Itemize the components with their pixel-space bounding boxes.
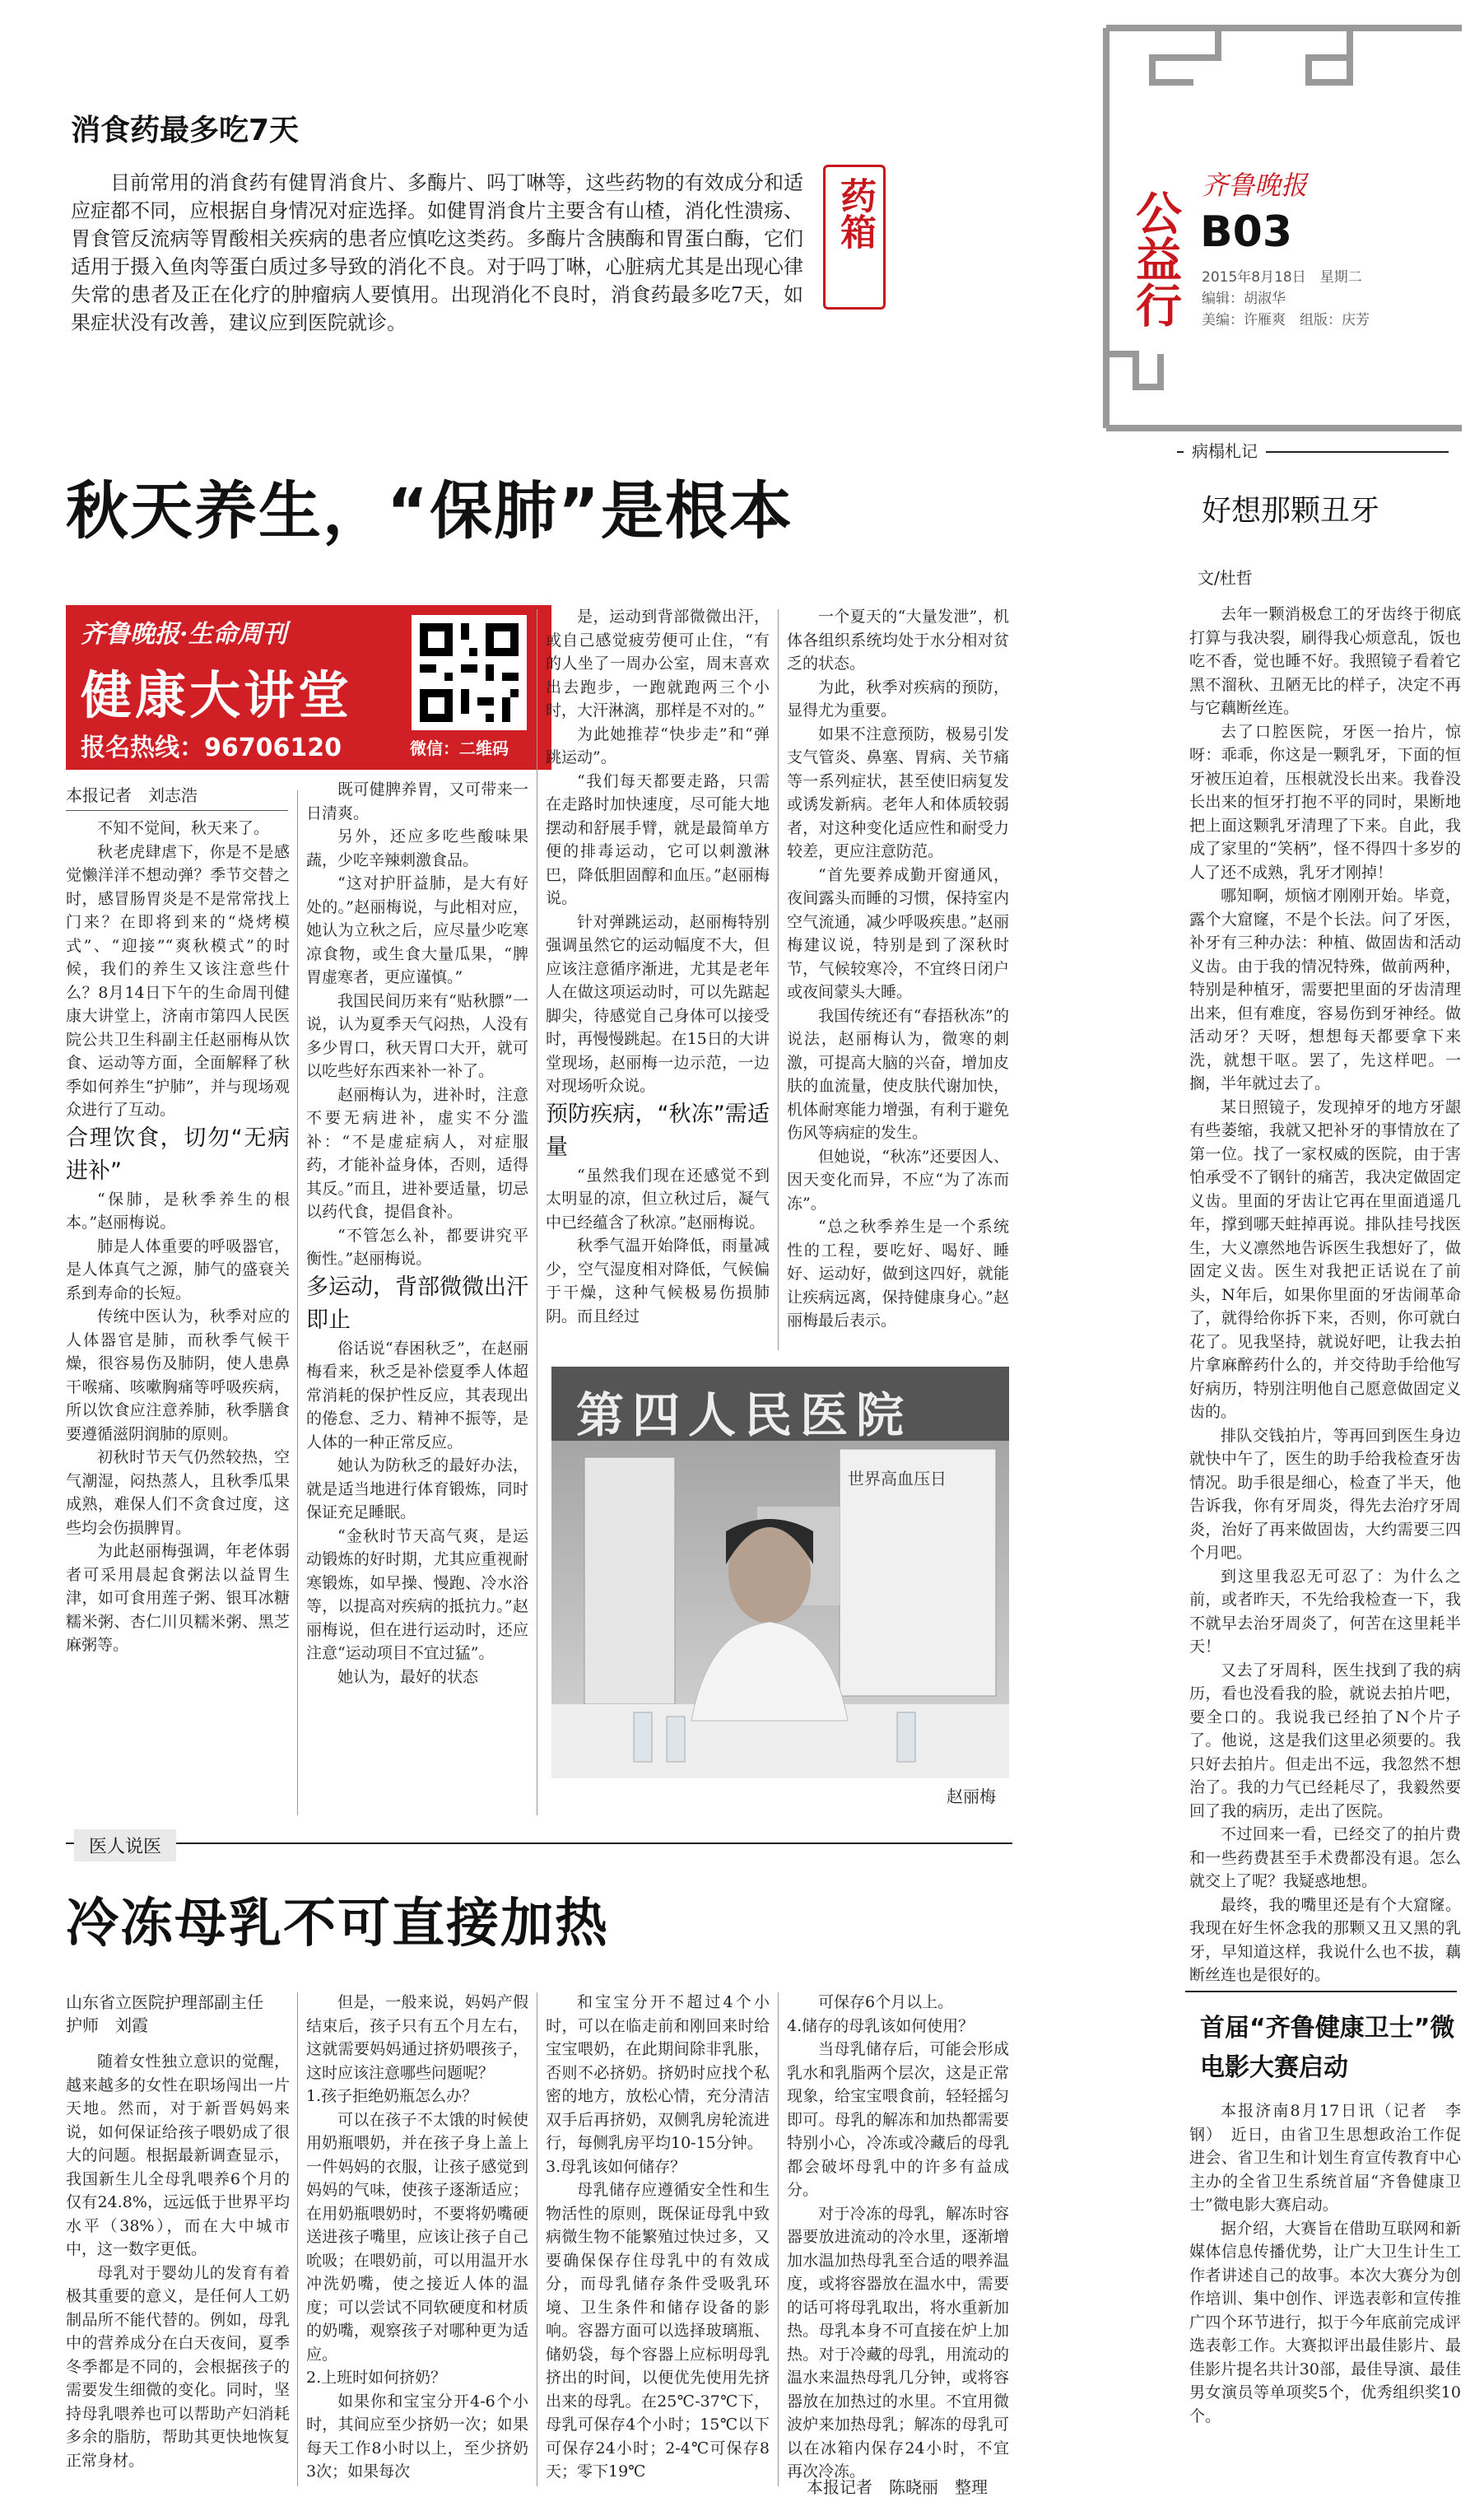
- paragraph: 但是，一般来说，妈妈产假结束后，孩子只有五个月左右，这就需要妈妈通过挤奶喂孩子，这时应该注意哪些问题呢？: [306, 1993, 528, 2082]
- paragraph: 她认为，最好的状态: [337, 1667, 479, 1686]
- bottom-article-col-1: [66, 2050, 290, 2495]
- banner-brand: 齐鲁晚报·生命周刊: [81, 620, 287, 649]
- paragraph: “这对护肝益肺，是大有好处的。”赵丽梅说，与此相对应，她认为立秋之后，应尽量少吃寒凉食物，或生食大量瓜果，“脾胃虚寒者，更应谨慎。”: [306, 874, 528, 986]
- question: 2.上班时如何挤奶？: [306, 2369, 447, 2387]
- paragraph: 去了口腔医院，牙医一抬片，惊呀：乖乖，你这是一颗乳牙，下面的恒牙被压迫着，压根就没长出来。我眷没长出来的恒牙打抱不平的同时，果断地把上面这颗乳牙清理了下来。自此，我成了家里的“笑柄”，怪不得四十多岁的人了还不成熟，乳牙才刚掉！: [1189, 722, 1461, 882]
- photo-caption: 赵丽梅: [947, 1787, 996, 1806]
- paragraph: 和宝宝分开不超过4个小时，可以在临走前和刚回来时给宝宝喂奶，在此期间除非乳胀，否则不必挤奶。挤奶时应找个私密的地方，放松心情，充分清洁双手后再挤奶，双侧乳房轮流进行，每侧乳房平均10-15分钟。: [546, 1993, 770, 2152]
- bottom-article-col-3: [546, 1991, 770, 2495]
- main-article-col-4: [787, 605, 1009, 1350]
- sidebar-essay: [1189, 603, 1461, 1984]
- author-name: 护师 刘霞: [66, 2015, 148, 2035]
- bottom-article-author: [66, 1991, 296, 2037]
- sidebar-news-rule: [1185, 1991, 1457, 1992]
- paragraph: 为此，秋季对疾病的预防，显得尤为重要。: [787, 678, 1009, 720]
- bottom-article-col-4: [787, 1991, 1009, 2481]
- paragraph: 针对弹跳运动，赵丽梅特别强调虽然它的运动幅度不大，但应该注意循序渐进，尤其是老年人在做这项运动时，可以先踮起脚尖，待感觉自己身体可以接受时，再慢慢跳起。在15日的大讲堂现场，赵丽梅一边示范，一边对现场听众说。: [546, 912, 770, 1095]
- paragraph: 去年一颗消极怠工的牙齿终于彻底打算与我决裂，刷得我心烦意乱，饭也吃不香，觉也睡不好。我照镜子看着它黑不溜秋、丑陋无比的样子，决定不再与它藕断丝连。: [1189, 605, 1461, 717]
- paragraph: 为此赵丽梅强调，年老体弱者可采用晨起食粥法以益胃生津，如可食用莲子粥、银耳冰糖糯米粥、杏仁川贝糯米粥、黑芝麻粥等。: [66, 1542, 290, 1654]
- paragraph: 当母乳储存后，可能会形成乳水和乳脂两个层次，这是正常现象，给宝宝喂食前，轻轻摇匀即可。母乳的解冻和加热都需要特别小心，冷冻或冷藏后的母乳都会破坏母乳中的许多有益成分。: [787, 2040, 1009, 2199]
- paragraph: 俗话说“春困秋乏”，在赵丽梅看来，秋乏是补偿夏季人体超常消耗的保护性反应，其表现出的倦怠、乏力、精神不振等，是人体的一种正常反应。: [306, 1339, 528, 1451]
- sidebar-title: 好想那颗丑牙: [1202, 494, 1380, 528]
- photo-hospital-sign: 第四人民医院: [576, 1387, 913, 1443]
- bottom-article-title: 冷冻母乳不可直接加热: [66, 1894, 609, 1954]
- paragraph: 如果你和宝宝分开4-6个小时，其间应至少挤奶一次；如果每天工作8小时以上，至少挤奶3次；如果每次: [306, 2392, 528, 2481]
- paragraph: 肺是人体重要的呼吸器官，是人体真气之源，肺气的盛衰关系到寿命的长短。: [66, 1237, 290, 1302]
- paragraph: 初秋时节天气仍然较热，空气潮湿，闷热蒸人，且秋季瓜果成熟，难保人们不贪食过度，这些均会伤损脾胃。: [66, 1448, 290, 1537]
- paragraph: 可保存6个月以上。: [818, 1993, 954, 2011]
- author-affiliation: 山东省立医院护理部副主任: [66, 1992, 263, 2012]
- paragraph: 赵丽梅认为，进补时，注意不要无病进补，虚实不分滥补：“不是虚症病人，对症服药，才能补益身体，否则，适得其反。”而且，进补要适量，切忌以药代食，提倡食补。: [306, 1085, 528, 1221]
- question: 1.孩子拒绝奶瓶怎么办？: [306, 2087, 478, 2105]
- subheading: 多运动，背部微微出汗即止: [306, 1274, 528, 1333]
- qr-code-icon: [412, 615, 527, 730]
- question: 4.储存的母乳该如何使用？: [787, 2016, 975, 2035]
- paragraph: 为此她推荐“快步走”和“弹跳运动”。: [546, 724, 770, 766]
- sidebar-news-body: [1189, 2099, 1461, 2478]
- paragraph: 某日照镜子，发现掉牙的地方牙龈有些萎缩，我就又把补牙的事情放在了第一位。找了一家权威的医院，由于害怕承受不了钢针的痛苦，我决定做固定义齿。里面的牙齿让它再在里面逍遥几年，撑到哪天蛀掉再说。排队挂号找医生，大义凛然地告诉医生我想好了，做固定义齿。医生对我把正话说在了前头，N年后，如果你里面的牙齿闹革命了，就得给你拆下来，否则，你可就白花了。见我坚持，就说好吧，让我去拍片拿麻醉药什么的，并交待助手给他写好病历，特别注明他自己愿意做固定义齿的。: [1189, 1097, 1461, 1421]
- paragraph: 哪知啊，烦恼才刚刚开始。毕竟，露个大窟窿，不是个长法。问了牙医，补牙有三种办法：种植、做固齿和活动义齿。由于我的情况特殊，做前两种，特别是种植牙，需要把里面的牙齿清理出来，但有难度，容易伤到牙神经。做活动牙？天呀，想想每天都要拿下来洗，就想干呕。罢了，先这样吧。一搁，半年就过去了。: [1189, 887, 1461, 1092]
- paragraph: “金秋时节天高气爽，是运动锻炼的好时期，尤其应重视耐寒锻炼，如早操、慢跑、冷水浴等，以提高对疾病的抵抗力。”赵丽梅说，但在进行运动时，还应注意“运动项目不宜过猛”。: [306, 1526, 528, 1662]
- issue-date: 2015年8月18日 星期二: [1202, 269, 1362, 286]
- paragraph: 秋季气温开始降低，雨量减少，空气湿度相对降低，气候偏于干燥，这种气候极易伤损肺阴。而且经过: [546, 1237, 770, 1325]
- subheading: 合理饮食，切勿“无病进补”: [66, 1125, 290, 1184]
- question: 3.母乳该如何储存？: [546, 2157, 686, 2176]
- paragraph: 我国民间历来有“贴秋膘”一说，认为夏季天气闷热，人没有多少胃口，秋天胃口大开，就可以吃些好东西来补一补了。: [306, 991, 528, 1080]
- bottom-article-credit: 本报记者 陈晓丽 整理: [807, 2477, 988, 2497]
- paragraph: 到这里我忍无可忍了：为什么之前，或者昨天，不先给我检查一下，我不就早去治牙周炎了，何苦在这里耗半天！: [1189, 1567, 1461, 1656]
- bottom-article-col-2: [306, 1991, 528, 2495]
- health-lecture-banner: [66, 605, 551, 770]
- main-article-byline: 本报记者 刘志浩: [66, 785, 198, 805]
- paragraph: 对于冷冻的母乳，解冻时容器要放进流动的冷水里，逐渐增加水温加热母乳至合适的喂养温度，或将容器放在温水中，需要的话可将母乳取出，将水重新加热。母乳本身不可直接在炉上加热。对于冷藏的母乳，用流动的温水来温热母乳几分钟，或将容器放在加热过的水里。不宜用微波炉来加热母乳；解冻的母乳可以在冰箱内保存24小时，不宜再次冷冻。: [787, 2204, 1009, 2481]
- paragraph: 母乳储存应遵循安全性和生物活性的原则，既保证母乳中致病微生物不能繁殖过快过多，又要确保保存住母乳中的有效成分，而母乳储存条件受吸乳环境、卫生条件和储存设备的影响。容器方面可以选择玻璃瓶、储奶袋，每个容器上应标明母乳挤出的时间，以便优先使用先挤出来的母乳。在25℃-37℃下，母乳可保存4个小时；15℃以下可保存24小时；2-4℃可保存8天；零下19℃: [546, 2181, 770, 2481]
- paragraph: “不管怎么补，都要讲究平衡性。”赵丽梅说。: [306, 1226, 528, 1268]
- paragraph: 传统中医认为，秋季对应的人体器官是肺，而秋季气候干燥，很容易伤及肺阴，使人患鼻干喉痛、咳嗽胸痛等呼吸疾病，所以饮食应注意养肺，秋季膳食要遵循滋阴润肺的原则。: [66, 1307, 290, 1443]
- paragraph: “我们每天都要走路，只需在走路时加快速度，尽可能大地摆动和舒展手臂，就是最简单方便的排毒运动，它可以刺激淋巴，降低胆固醇和血压。”赵丽梅说。: [546, 771, 770, 907]
- paragraph: 又去了牙周科，医生找到了我的病历，看也没看我的脸，就说去拍片吧，要全口的。我说我已经拍了N个片子了。他说，这是我们这里必须要的。我只好去拍片。但走出不远，我忽然不想治了。我的力气已经耗尽了，我毅然要回了我的病历，走出了医院。: [1189, 1661, 1461, 1820]
- paragraph: 母乳对于婴幼儿的发育有着极其重要的意义，是任何人工奶制品所不能代替的。例如，母乳中的营养成分在白天夜间，夏季冬季都是不同的，会根据孩子的需要发生细微的变化。同时，坚持母乳喂养也可以帮助产妇消耗多余的脂肪，帮助其更快地恢复正常身材。: [66, 2263, 290, 2470]
- paragraph: 秋老虎肆虐下，你是不是感觉懒洋洋不想动弹？季节交替之时，感冒肠胃炎是不是常常找上门来？在即将到来的“烧烤模式”、“迎接”“爽秋模式”的时候，我们的养生又该注意些什么？8月14日下午的生命周刊健康大讲堂上，济南市第四人民医院公共卫生科副主任赵丽梅从饮食、运动等方面，全面解释了秋季如何养生“护肺”，并与现场观众进行了互动。: [66, 842, 290, 1119]
- paragraph: 可以在孩子不太饿的时候使用奶瓶喂奶，并在孩子身上盖上一件妈妈的衣服，让孩子感觉到妈妈的气味，使孩子逐渐适应；在用奶瓶喂奶时，不要将奶嘴硬送进孩子嘴里，应该让孩子自己吮吸；在喂奶前，可以用温开水冲洗奶嘴，使之接近人体的温度；可以尝试不同软硬度和材质的奶嘴，观察孩子对哪种更为适应。: [306, 2110, 528, 2364]
- medicine-box-label: [823, 165, 886, 310]
- bottom-article-rule: [66, 1842, 1012, 1844]
- byline-rule: [66, 810, 288, 811]
- section-vertical-title: 公益行: [1128, 189, 1182, 328]
- paragraph: “虽然我们现在还感觉不到太明显的凉，但立秋过后，凝气中已经蕴含了秋凉。”赵丽梅说。: [546, 1166, 770, 1232]
- main-article-col-2: [306, 778, 528, 1817]
- paragraph: 本报济南8月17日讯（记者 李钢） 近日，由省卫生思想政治工作促进会、省卫生和计划生育宣传教育中心主办的全省卫生系统首届“齐鲁健康卫士”微电影大赛启动。: [1189, 2102, 1461, 2214]
- paragraph: “保肺，是秋季养生的根本。”赵丽梅说。: [66, 1190, 290, 1232]
- subheading: 预防疾病，“秋冻”需适量: [546, 1101, 770, 1160]
- column-divider: [778, 1992, 779, 2486]
- banner-wechat: 微信：二维码: [410, 738, 509, 758]
- column-divider: [297, 790, 298, 1815]
- paragraph: 排队交钱拍片，等再回到医生身边就快中午了，医生的助手给我检查牙齿情况。助手很是细心，检查了半天，他告诉我，你有牙周炎，得先去治疗牙周炎，治好了再来做固齿，大约需要三四个月吧。: [1189, 1426, 1461, 1562]
- editor-credit: 编辑：胡淑华: [1202, 291, 1286, 307]
- column-divider: [297, 1992, 298, 2486]
- paragraph: 我国传统还有“春捂秋冻”的说法，赵丽梅认为，微寒的刺激，可提高大脑的兴奋，增加皮肤的血流量，使皮肤代谢加快，机体耐寒能力增强，有利于避免伤风等病症的发生。: [787, 1006, 1009, 1142]
- sidebar-author: 文/杜哲: [1198, 568, 1253, 588]
- main-article-col-1: [66, 817, 290, 1817]
- paragraph: “首先要养成勤开窗通风，夜间露头而睡的习惯，保持室内空气流通，减少呼吸疾患。”赵丽梅建议说，特别是到了深秋时节，气候较寒冷，不宜终日闭户或夜间蒙头大睡。: [787, 865, 1009, 1001]
- paragraph: 她认为防秋乏的最好办法，就是适当地进行体育锻炼，同时保证充足睡眠。: [306, 1456, 528, 1521]
- paragraph: “总之秋季养生是一个系统性的工程，要吃好、喝好、睡好、运动好，做到这四好，就能让疾病远离，保持健康身心。”赵丽梅最后表示。: [787, 1218, 1009, 1330]
- paragraph: 据介绍，大赛旨在借助互联网和新媒体信息传播优势，让广大卫生计生工作者讲述自己的故事。本次大赛分为创作培训、集中创作、评选表彰和宣传推广四个环节进行，拟于今年底前完成评选表彰工作。大赛拟评出最佳影片、最佳影片提名共计30部，最佳导演、最佳男女演员等单项奖5个，优秀组织奖10个。: [1189, 2219, 1461, 2425]
- paragraph: 既可健脾养胃，又可带来一日清爽。: [306, 780, 528, 822]
- paragraph: 如果不注意预防，极易引发支气管炎、鼻塞、胃病、关节痛等一系列症状，甚至使旧病复发或诱发新病。老年人和体质较弱者，对这种变化适应性和耐受力较差，更应注意防范。: [787, 724, 1009, 860]
- paragraph: 一个夏天的“大量发泄”，机体各组织系统均处于水分相对贫乏的状态。: [787, 608, 1009, 673]
- banner-title: 健康大讲堂: [81, 665, 353, 725]
- paragraph: 另外，还应多吃些酸味果蔬，少吃辛辣刺激食品。: [306, 827, 528, 869]
- masthead: [1103, 25, 1465, 436]
- medicine-box-label-text: 药箱: [834, 177, 876, 249]
- designer-credit: 美编：许雁爽 组版：庆芳: [1202, 312, 1370, 328]
- sidebar-tag: 病榻札记: [1184, 438, 1266, 462]
- paragraph: 随着女性独立意识的觉醒，越来越多的女性在职场闯出一片天地。然而，对于新晋妈妈来说，如何保证给孩子喂奶成了很大的问题。根据最新调查显示，我国新生儿全母乳喂养6个月的仅有24.8%，远远低于世界平均水平（38%），而在大中城市中，这一数字更低。: [66, 2052, 290, 2258]
- banner-hotline: 报名热线：96706120: [81, 734, 342, 762]
- column-divider: [778, 609, 779, 1350]
- sidebar-news-title: 首届“齐鲁健康卫士”微电影大赛启动: [1200, 2014, 1455, 2082]
- portrait-photo: [551, 1367, 1009, 1778]
- paragraph: 是，运动到背部微微出汗，或自己感觉疲劳便可止住，“有的人坐了一周办公室，周末喜欢出去跑步，一跑就跑两三个小时，大汗淋漓，那样是不对的。”: [546, 608, 770, 720]
- medicine-box-body: 目前常用的消食药有健胃消食片、多酶片、吗丁啉等，这些药物的有效成分和适应症都不同，应根据自身情况对症选择。如健胃消食片主要含有山楂，消化性溃疡、胃食管反流病等胃酸相关疾病的患者应慎吃这类药。多酶片含胰酶和胃蛋白酶，它们适用于摄入鱼肉等蛋白质过多导致的消化不良。对于吗丁啉，心脏病尤其是出现心律失常的患者及正在化疗的肿瘤病人要慎用。出现消化不良时，消食药最多吃7天，如果症状没有改善，建议应到医院就诊。: [71, 171, 803, 334]
- main-article-title: 秋天养生，“保肺”是根本: [66, 474, 793, 547]
- medicine-box-title: 消食药最多吃7天: [71, 114, 300, 147]
- photo-board-text: 世界高血压日: [848, 1469, 947, 1488]
- paper-name: 齐鲁晚报: [1202, 170, 1308, 201]
- paragraph: 但她说，“秋冻”还要因人、因天变化而异，不应“为了冻而冻”。: [787, 1147, 1009, 1213]
- page-number: B03: [1200, 207, 1292, 257]
- paragraph: 不知不觉间，秋天来了。: [97, 819, 270, 837]
- bottom-article-tag: 医人说医: [74, 1829, 176, 1861]
- main-article-col-3: [546, 605, 770, 1379]
- paragraph: 最终，我的嘴里还是有个大窟窿。我现在好生怀念我的那颗又丑又黑的乳牙，早知道这样，我说什么也不拔，藕断丝连也是很好的。: [1189, 1895, 1461, 1984]
- paragraph: 不过回来一看，已经交了的拍片费和一些药费甚至手术费都没有退。怎么就交上了呢？我疑惑地想。: [1189, 1825, 1461, 1890]
